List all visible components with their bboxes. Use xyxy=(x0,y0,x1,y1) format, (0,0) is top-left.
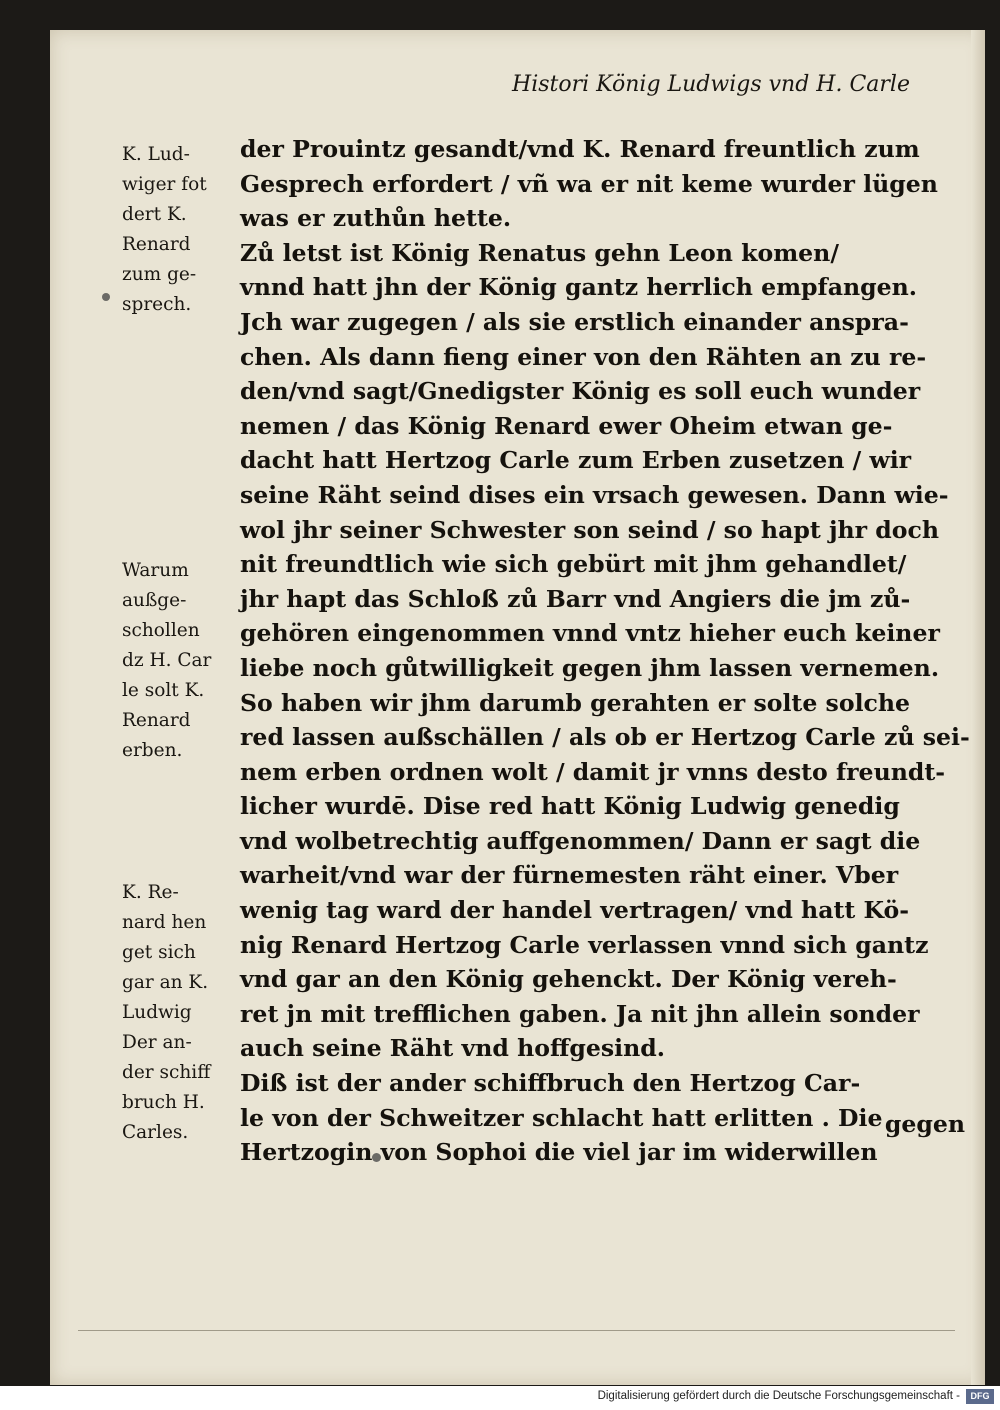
text-line: Zů letst ist König Renatus gehn Leon komen/ xyxy=(240,238,839,267)
text-line: der Prouintz gesandt/vnd K. Renard freuntlich zum xyxy=(240,135,920,163)
text-line: chen. Als dann fieng einer von den Rähten an zu re- xyxy=(240,342,927,371)
text-line: vnd gar an den König gehenckt. Der König vereh- xyxy=(240,965,897,994)
text-line: nem erben ordnen wolt / damit jr vnns desto freundt- xyxy=(240,757,946,786)
text-line: gehören eingenommen vnnd vntz hieher euch keiner xyxy=(240,619,940,648)
funding-credit: Digitalisierung gefördert durch die Deutsche Forschungsgemeinschaft - xyxy=(597,1390,960,1402)
text-line: Diß ist der ander schiffbruch den Hertzog Car- xyxy=(240,1069,861,1098)
text-line: wol jhr seiner Schwester son seind / so hapt jhr doch xyxy=(240,515,940,544)
text-line: Hertzogin von Sophoi die viel jar im widerwillen xyxy=(240,1138,878,1167)
page-fold-line xyxy=(78,1330,955,1331)
text-line: So haben wir jhm darumb gerahten er solte solche xyxy=(240,688,911,717)
text-line: nemen / das König Renard ewer Oheim etwan ge- xyxy=(240,411,893,440)
text-line: liebe noch gůtwilligkeit gegen jhm lassen vernemen. xyxy=(240,653,940,682)
margin-note-1: K. Lud- wiger fot dert K. Renard zum ge- sprech. xyxy=(122,144,207,315)
text-line: wenig tag ward der handel vertragen/ vnd hatt Kö- xyxy=(240,896,910,925)
catchword: gegen xyxy=(884,1110,965,1138)
text-line: licher wurdē. Dise red hatt König Ludwig genedig xyxy=(240,792,900,821)
ink-speck xyxy=(102,293,110,301)
text-line: seine Räht seind dises ein vrsach gewesen. Dann wie- xyxy=(240,480,949,509)
dfg-logo-icon: DFG xyxy=(966,1389,994,1404)
margin-note-3: K. Re- nard hen get sich gar an K. Ludwig Der an- der schiff bruch H. Carles. xyxy=(122,882,211,1143)
text-line: nit freundtlich wie sich gebürt mit jhm gehandlet/ xyxy=(240,550,907,579)
text-line: vnd wolbetrechtig auffgenommen/ Dann er sagt die xyxy=(240,826,921,855)
text-line: Jch war zugegen / als sie erstlich einander anspra- xyxy=(240,307,909,336)
text-line: warheit/vnd war der fürnemesten räht einer. Vber xyxy=(240,861,899,890)
margin-note-2: Warum außge- schollen dz H. Car le solt K. Renard erben. xyxy=(122,560,212,761)
text-line: dacht hatt Hertzog Carle zum Erben zusetzen / wir xyxy=(240,446,912,475)
text-line: vnnd hatt jhn der König gantz herrlich empfangen. xyxy=(240,273,918,302)
running-head: Histori König Ludwigs vnd H. Carle xyxy=(512,72,910,97)
main-text-block xyxy=(240,132,970,1170)
text-line: Gesprech erfordert / vñ wa er nit keme wurder lügen xyxy=(240,169,938,198)
text-line: auch seine Räht vnd hoffgesind. xyxy=(240,1034,665,1063)
text-line: ret jn mit trefflichen gaben. Ja nit jhn allein sonder xyxy=(240,999,920,1028)
text-line: den/vnd sagt/Gnedigster König es soll euch wunder xyxy=(240,377,921,406)
text-line: red lassen außschällen / als ob er Hertzog Carle zů sei- xyxy=(240,723,970,752)
text-line: jhr hapt das Schloß zů Barr vnd Angiers die jm zů- xyxy=(240,584,911,613)
text-line: le von der Schweitzer schlacht hatt erlitten . Die xyxy=(240,1103,883,1132)
text-line: nig Renard Hertzog Carle verlassen vnnd sich gantz xyxy=(240,930,929,959)
page-edge xyxy=(971,30,985,1385)
footer-bar xyxy=(0,1386,1000,1410)
text-line: was er zuthůn hette. xyxy=(240,204,512,233)
